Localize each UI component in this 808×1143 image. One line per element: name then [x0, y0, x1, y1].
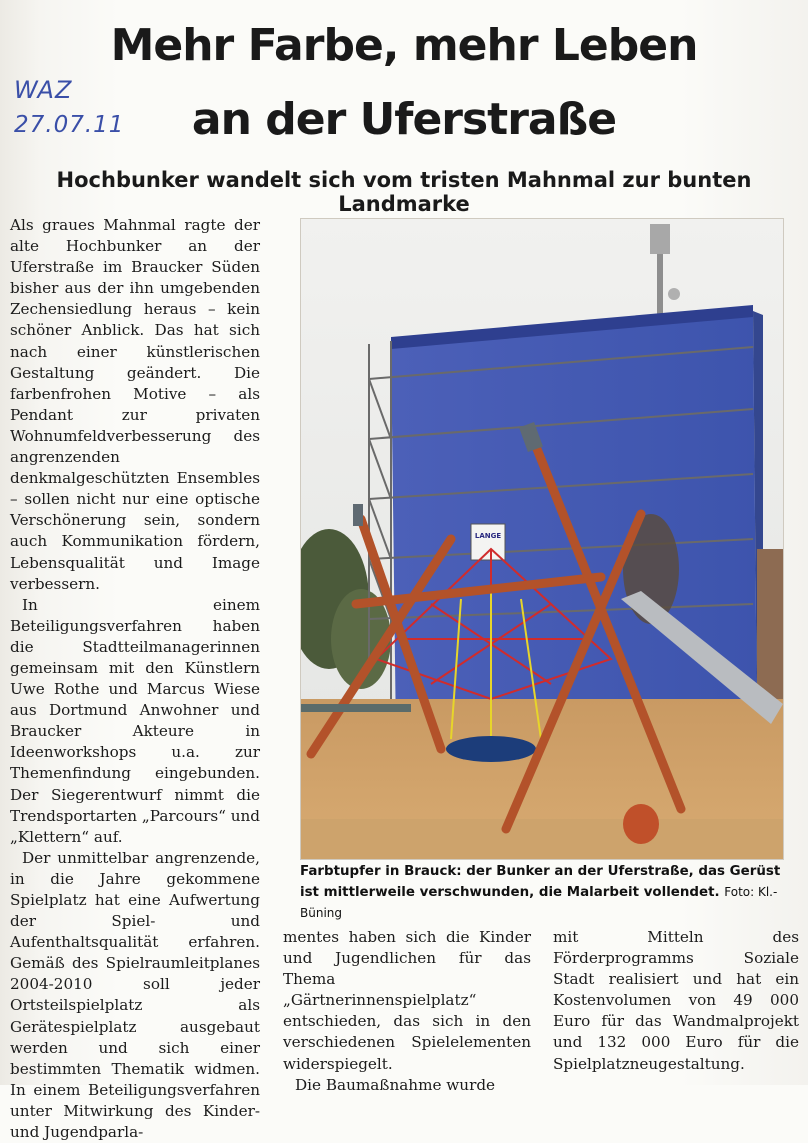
caption-text: Farbtupfer in Brauck: der Bunker an der Uferstraße, das Gerüst ist mittlerweile verschwunden, die Malarbeit vollendet.: [300, 864, 781, 900]
paragraph: mentes haben sich die Kinder und Jugendlichen für das Thema „Gärtnerinnenspielplatz“ entschieden, das sich in den verschiedenen Spielelementen widerspiegelt.: [283, 928, 531, 1073]
photo-playground-bunker: [301, 219, 783, 859]
paragraph: In einem Beteiligungsverfahren haben die Stadtteilmanagerinnen gemeinsam mit den Künstlern Uwe Rothe und Marcus Wiese aus Dortmund Anwohner und Braucker Akteure in Ideenworkshops u.a. zur Themenfindung eingebunden. Der Siegerentwurf nimmt die Trendsportarten „Parcours“ und „Klettern“ auf.: [10, 595, 260, 846]
headline-line-2: an der Uferstraße: [191, 94, 617, 145]
handwritten-date-note: 27.07.11: [14, 112, 125, 138]
article-subtitle: Hochbunker wandelt sich vom tristen Mahnmal zur bunten Landmarke: [56, 168, 752, 216]
headline-line-1: Mehr Farbe, mehr Leben: [110, 20, 698, 71]
paragraph: Als graues Mahnmal ragte der alte Hochbunker an der Uferstraße im Braucker Süden bisher aus der ihn umgebenden Zechensiedlung heraus – kein schöner Anblick. Das hat sich nach einer künstlerischen Gestaltung geändert. Die farbenfrohen Motive – als Pendant zur privaten Wohnumfeldverbesserung des angrenzenden denkmalgeschützten Ensembles – sollen nicht nur eine optische Verschönerung sein, sondern auch Kommunikation fördern, Lebensqualität und Image verbessern.: [10, 216, 260, 593]
paragraph: mit Mitteln des Förderprogramms Soziale Stadt realisiert und hat ein Kostenvolumen von 49 000 Euro für das Wandmalprojekt und 132 000 Euro für die Spielplatzneugestaltung.: [553, 928, 799, 1073]
photo-sign-text: LANGE: [474, 532, 502, 540]
paragraph: Der unmittelbar angrenzende, in die Jahre gekommene Spielplatz hat eine Aufwertung der Spiel- und Aufenthaltsqualität erfahren. Gemäß des Spielraumleitplanes 2004-2010 soll jeder Ortsteilspielplatz als Gerätespielplatz ausgebaut werden und sich einer bestimmten Thematik widmen. In einem Beteiligungsverfahren unter Mitwirkung des Kinder- und Jugendparla-: [10, 848, 260, 1142]
paragraph: Die Baumaßnahme wurde: [295, 1075, 496, 1094]
article-photo: [300, 218, 784, 860]
article-column-3: [553, 927, 799, 1075]
article-column-2: [283, 927, 531, 1096]
photo-caption: [300, 861, 788, 924]
article-column-1: [10, 215, 260, 1143]
handwritten-source-note: WAZ: [14, 76, 73, 104]
photo-credit: Foto: Kl.-Büning: [300, 885, 778, 920]
